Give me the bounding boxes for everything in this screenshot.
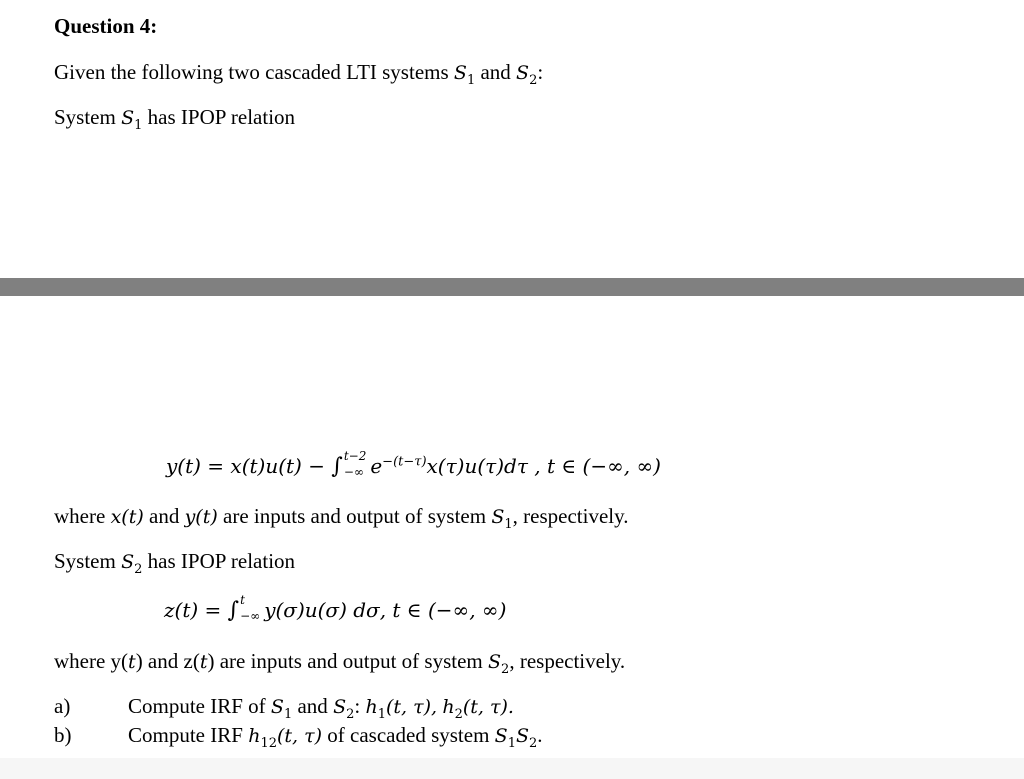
symbol-s2: $S_2$ — [516, 62, 538, 88]
intro-text: Given the following two cascaded LTI systems — [54, 60, 449, 84]
where-line-2: where y(t) and z(t) are inputs and output of system $S_2$, respectively. — [54, 649, 626, 677]
item-b-marker: b) — [54, 723, 72, 747]
bottom-shade — [0, 758, 1024, 779]
symbol-s1: $S_1$ — [121, 107, 143, 133]
intro-line: Given the following two cascaded LTI systems $S_1$ and $S_2$: — [54, 60, 544, 88]
where-line-1: where x(t) and y(t) are inputs and output of system $S_1$, respectively. — [54, 504, 629, 532]
system1-line: System $S_1$ has IPOP relation — [54, 105, 296, 133]
system2-line: System $S_2$ has IPOP relation — [54, 549, 296, 577]
integral-sign: ∫ — [331, 454, 343, 479]
equation-system1: y(t) = x(t)u(t) − ∫ t−2 −∞ $e^{-(t-\tau)}x(\tau)u(\tau)d\tau$ , t ∈ (−∞, ∞) — [166, 448, 661, 479]
item-a-text: Compute IRF of $S_1$ and $S_2$: $h_1(t$, τ), $h_2(t$, τ). — [128, 694, 514, 722]
intro-and: and — [480, 60, 511, 84]
equation-system2: z(t) = ∫ t −∞ y(σ)u(σ) dσ, t ∈ (−∞, ∞) — [164, 592, 507, 623]
item-a-marker: a) — [54, 694, 71, 718]
integral-sign: ∫ — [227, 598, 240, 623]
symbol-s1: $S_1$ — [453, 62, 476, 88]
question-title: Question 4: — [54, 14, 158, 38]
page-divider — [0, 278, 1024, 296]
symbol-s2: $S_2$ — [121, 551, 143, 577]
item-b-text: Compute IRF $h_{12}(t$, τ) of cascaded system $S_1S_2$. — [128, 723, 543, 751]
